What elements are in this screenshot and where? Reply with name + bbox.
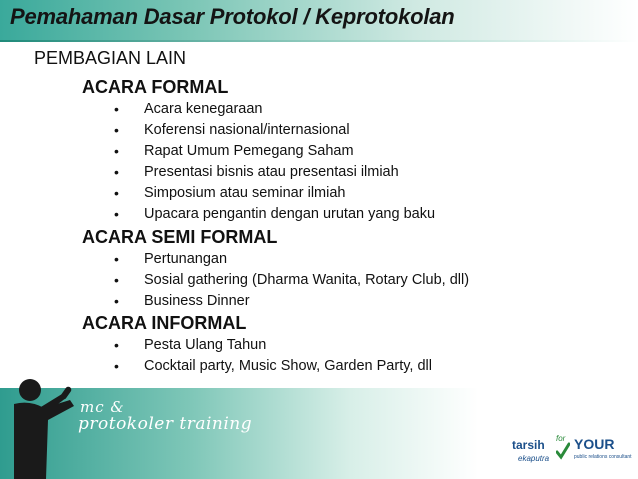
- list-item: • Pertunangan: [110, 249, 469, 270]
- title-bar: [0, 0, 638, 40]
- logo-line-1: mc &: [80, 398, 125, 416]
- group-heading-acara-formal: ACARA FORMAL: [82, 77, 229, 97]
- checkmark-icon: [556, 442, 570, 460]
- title-divider: [0, 40, 638, 42]
- list-item: • Business Dinner: [110, 291, 469, 312]
- section-title: PEMBAGIAN LAIN: [34, 48, 187, 68]
- list-item: • Simposium atau seminar ilmiah: [110, 183, 435, 204]
- list-item: • Upacara pengantin dengan urutan yang baku: [110, 204, 435, 225]
- bullet-list-acara-formal: [110, 99, 435, 225]
- brand-for: for: [556, 434, 566, 443]
- training-logo: [78, 398, 253, 454]
- brand-your: YOUR: [574, 436, 615, 452]
- list-item: • Rapat Umum Pemegang Saham: [110, 141, 435, 162]
- brand-logo: [512, 432, 638, 476]
- list-item: • Acara kenegaraan: [110, 99, 435, 120]
- slide-title: Pemahaman Dasar Protokol / Keprotokolan: [10, 4, 455, 29]
- logo-line-2: protokoler training: [78, 414, 253, 434]
- brand-sub: ekaputra: [518, 454, 550, 463]
- list-item: • Pesta Ulang Tahun: [110, 335, 432, 356]
- group-heading-acara-semi-formal: ACARA SEMI FORMAL: [82, 227, 278, 247]
- list-item: • Presentasi bisnis atau presentasi ilmiah: [110, 162, 435, 183]
- list-item: • Koferensi nasional/internasional: [110, 120, 435, 141]
- brand-tagline: public relations consultant: [574, 454, 632, 460]
- group-heading-acara-informal: ACARA INFORMAL: [82, 313, 247, 333]
- bullet-list-acara-semi-formal: [110, 249, 469, 312]
- list-item: • Cocktail party, Music Show, Garden Party, dll: [110, 356, 432, 377]
- bullet-list-acara-informal: [110, 335, 432, 377]
- brand-name: tarsih: [512, 438, 545, 452]
- list-item: • Sosial gathering (Dharma Wanita, Rotary Club, dll): [110, 270, 469, 291]
